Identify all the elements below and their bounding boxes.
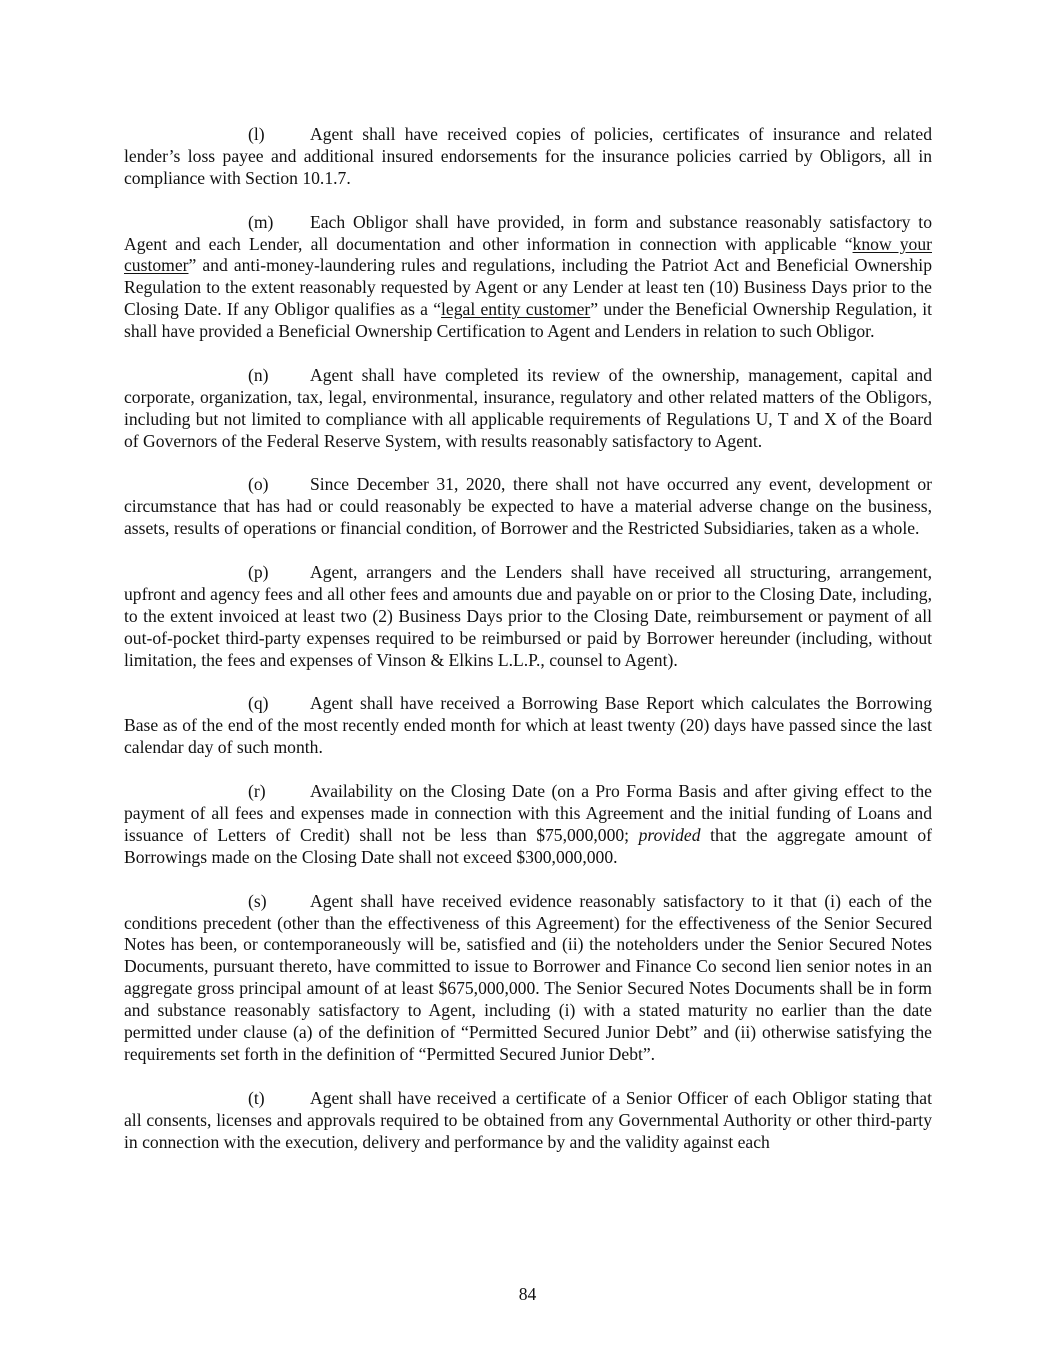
paragraph-label: (t): [248, 1087, 265, 1108]
paragraph-text: Since December 31, 2020, there shall not have occurred any event, development or circumstance that has had or could reasonably be expected to have a material adverse change on the business, assets, results of operations or financial condition, of Borrower and the Restricted Subsidiaries, taken as a whole.: [124, 474, 932, 539]
paragraph-text: that the aggregate amount of Borrowings made on the Closing Date shall not exceed $300,000,000.: [124, 824, 932, 867]
paragraph-label: (o): [248, 474, 269, 495]
paragraph-n: [124, 365, 932, 453]
paragraph-label: (m): [248, 211, 274, 232]
paragraph-text: Agent shall have completed its review of the ownership, management, capital and corporate, organization, tax, legal, environmental, insurance, regulatory and other related matters of the Obligors, including but not limited to compliance with all applicable requirements of Regulations U, T and X of the Board of Governors of the Federal Reserve System, with results reasonably satisfactory to Agent.: [124, 364, 932, 451]
paragraph-label: (l): [248, 124, 265, 144]
underlined-term-legal-entity-customer: legal entity customer: [441, 299, 591, 320]
paragraph-o: [124, 474, 932, 540]
underlined-term-know-your-customer: know your customer: [124, 233, 932, 276]
paragraph-text: Agent shall have received a Borrowing Base Report which calculates the Borrowing Base as of the end of the most recently ended month for which at least twenty (20) days have passed since the last calendar day of such month.: [124, 693, 932, 758]
paragraph-text: Agent shall have received evidence reasonably satisfactory to it that (i) each of the conditions precedent (other than the effectiveness of this Agreement) for the effectiveness of the Senior Secured Notes has been, or contemporaneously will be, satisfied and (ii) the noteholders under the Senior Secured Notes Documents, pursuant thereto, have committed to issue to Borrower and Finance Co second lien senior notes in an aggregate gross principal amount of at least $675,000,000. The Senior Secured Notes Documents shall be in form and substance reasonably satisfactory to Agent, including (i) with a stated maturity no earlier than the date permitted under clause (a) of the definition of “Permitted Secured Junior Debt” and (ii) otherwise satisfying the requirements set forth in the definition of “Permitted Secured Junior Debt”.: [124, 890, 932, 1064]
document-page: [124, 124, 932, 1175]
paragraph-text: ” under the Beneficial Ownership Regulation, it shall have provided a Beneficial Ownership Certification to Agent and Lenders in relation to such Obligor.: [124, 299, 932, 342]
paragraph-label: (n): [248, 364, 269, 385]
paragraph-q: [124, 693, 932, 759]
page-number: 84: [518, 1284, 537, 1304]
paragraph-label: (q): [248, 693, 269, 714]
paragraph-label: (p): [248, 562, 269, 583]
paragraph-text: Agent, arrangers and the Lenders shall have received all structuring, arrangement, upfront and agency fees and all other fees and amounts due and payable on or prior to the Closing Date, including, to the extent invoiced at least two (2) Business Days prior to the Closing Date, reimbursement or payment of all out-of-pocket third-party expenses required to be reimbursed or paid by Borrower hereunder (including, without limitation, the fees and expenses of Vinson & Elkins L.L.P., counsel to Agent).: [124, 562, 932, 670]
paragraph-t: [124, 1088, 932, 1154]
paragraph-text: ” and anti-money-laundering rules and regulations, including the Patriot Act and Beneficial Ownership Regulation to the extent reasonably requested by Agent or any Lender at least ten (10) Business Days prior to the Closing Date. If any Obligor qualifies as a “: [124, 255, 932, 320]
paragraph-s: [124, 891, 932, 1066]
paragraph-text: Each Obligor shall have provided, in form and substance reasonably satisfactory to Agent and each Lender, all documentation and other information in connection with applicable “: [124, 211, 932, 254]
paragraph-label: (s): [248, 890, 267, 911]
paragraph-m: [124, 212, 932, 343]
paragraph-text: Agent shall have received copies of policies, certificates of insurance and related lender’s loss payee and additional insured endorsements for the insurance policies carried by Obligors, all in compliance with Section 10.1.7.: [124, 124, 932, 188]
italic-term-provided: provided: [638, 824, 701, 845]
paragraph-label: (r): [248, 781, 266, 802]
paragraph-text: Agent shall have received a certificate of a Senior Officer of each Obligor stating that all consents, licenses and approvals required to be obtained from any Governmental Authority or other third-party in connection with the execution, delivery and performance by and the validity against each: [124, 1087, 932, 1152]
paragraph-p: [124, 562, 932, 672]
paragraph-l: [124, 124, 932, 190]
paragraph-r: [124, 781, 932, 869]
paragraph-text: Availability on the Closing Date (on a Pro Forma Basis and after giving effect to the payment of all fees and expenses made in connection with this Agreement and the initial funding of Loans and issuance of Letters of Credit) shall not be less than $75,000,000;: [124, 781, 932, 845]
